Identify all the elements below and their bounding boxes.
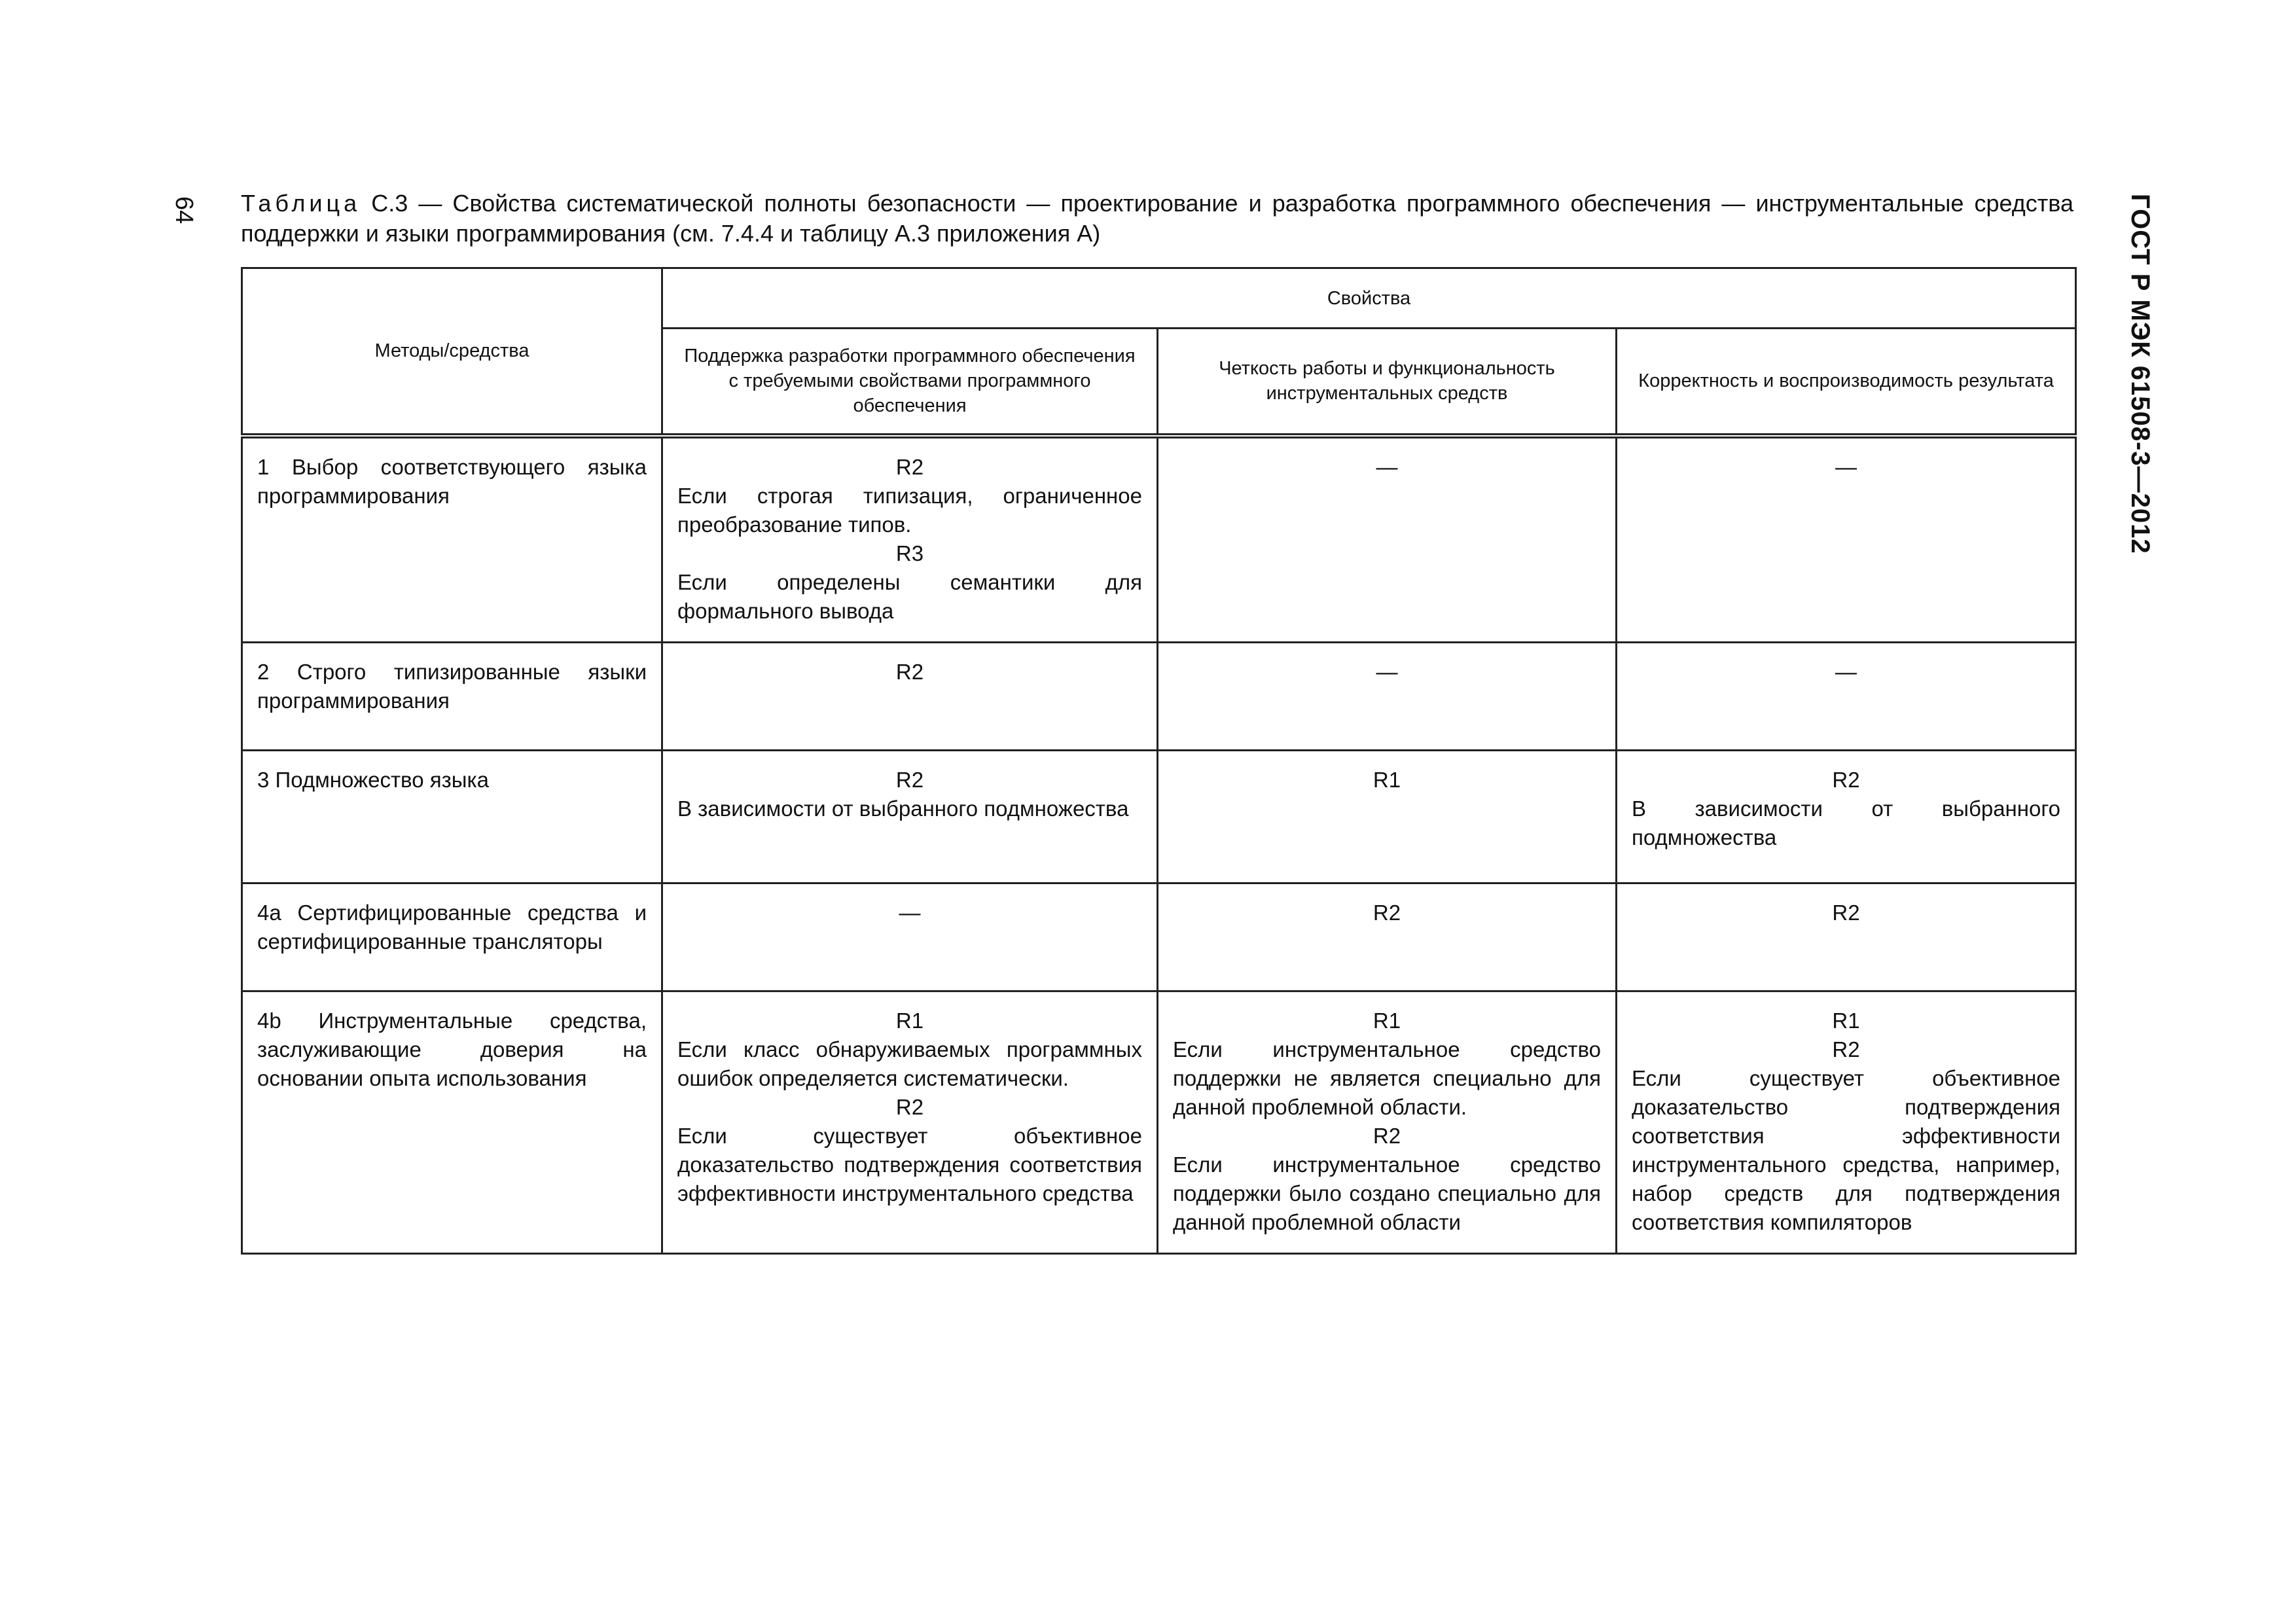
- requirement-condition: В зависимости от выбранного подмножества: [677, 796, 1129, 821]
- requirement-code: R1: [1372, 767, 1401, 792]
- requirement-condition: В зависимости от выбранного подмножества: [1632, 796, 2061, 849]
- requirement-condition: Если определены семантики для формального вывода: [677, 569, 1142, 623]
- property-cell: [1617, 436, 2076, 643]
- property-cell: [1158, 991, 1617, 1253]
- method-cell: 1 Выбор соответствующего языка программирования: [242, 436, 662, 643]
- not-applicable-dash: —: [1376, 659, 1398, 684]
- requirement-condition: Если строгая типизация, ограниченное преобразование типов.: [677, 483, 1142, 537]
- header-methods: Методы/средства: [242, 268, 662, 436]
- requirement-code: R3: [895, 541, 924, 565]
- property-cell: [1158, 642, 1617, 750]
- requirement-code: R1: [1832, 1008, 1860, 1033]
- requirement-code: R1: [895, 1008, 924, 1033]
- property-cell: [1158, 750, 1617, 883]
- property-cell: [1617, 883, 2076, 991]
- table-caption-text: С.3 — Свойства систематической полноты безопасности — проектирование и разработка программного обеспечения — инструментальные средства поддержки и языки программирования (см. 7.4.4 и таблицу А.3 приложения А): [241, 190, 2073, 247]
- property-cell: [1617, 991, 2076, 1253]
- requirement-code: R2: [895, 659, 924, 684]
- requirement-code: R2: [1832, 767, 1860, 792]
- table-row: [242, 750, 2076, 883]
- requirement-condition: Если класс обнаруживаемых программных ошибок определяется систематически.: [677, 1037, 1142, 1090]
- header-col-a: Поддержка разработки программного обеспечения с требуемыми свойствами программного обеспечения: [662, 329, 1158, 436]
- table-row: [242, 436, 2076, 643]
- property-cell: [662, 642, 1158, 750]
- document-standard-header: ГОСТ Р МЭК 61508-3—2012: [2126, 194, 2155, 554]
- requirement-code: R1: [1372, 1008, 1401, 1033]
- table-row: [242, 642, 2076, 750]
- requirement-code: R2: [895, 767, 924, 792]
- property-cell: [662, 991, 1158, 1253]
- requirement-condition: Если существует объективное доказательство подтверждения соответствия эффективности инструментального средства: [677, 1123, 1142, 1205]
- table-row: [242, 883, 2076, 991]
- requirement-condition: Если инструментальное средство поддержки не является специально для данной проблемной области.: [1173, 1037, 1601, 1119]
- header-col-b: Четкость работы и функциональность инструментальных средств: [1158, 329, 1617, 436]
- requirement-condition: Если существует объективное доказательство подтверждения соответствия эффективности инструментального средства, например, набор средств для подтверждения соответствия компиляторов: [1632, 1065, 2061, 1234]
- method-cell: 3 Подмножество языка: [242, 750, 662, 883]
- not-applicable-dash: —: [899, 900, 921, 925]
- properties-table: [241, 267, 2077, 1255]
- requirement-condition: Если инструментальное средство поддержки было создано специально для данной проблемной области: [1173, 1152, 1601, 1234]
- requirement-code: R2: [1372, 1123, 1401, 1148]
- property-cell: [1617, 750, 2076, 883]
- requirement-code: R2: [1832, 900, 1860, 925]
- property-cell: [662, 436, 1158, 643]
- table-caption: [241, 188, 2073, 249]
- property-cell: [1158, 436, 1617, 643]
- requirement-code: R2: [895, 1094, 924, 1119]
- not-applicable-dash: —: [1835, 454, 1857, 479]
- property-cell: [662, 750, 1158, 883]
- method-cell: 2 Строго типизированные языки программирования: [242, 642, 662, 750]
- method-cell: 4b Инструментальные средства, заслуживающие доверия на основании опыта использования: [242, 991, 662, 1253]
- table-row: [242, 991, 2076, 1253]
- property-cell: [1158, 883, 1617, 991]
- requirement-code: R2: [895, 454, 924, 479]
- requirement-code: R2: [1372, 900, 1401, 925]
- property-cell: [662, 883, 1158, 991]
- header-properties: Свойства: [662, 268, 2076, 329]
- requirement-code: R2: [1832, 1037, 1860, 1061]
- table-caption-label: Таблица: [241, 190, 361, 217]
- not-applicable-dash: —: [1376, 454, 1398, 479]
- not-applicable-dash: —: [1835, 659, 1857, 684]
- header-col-c: Корректность и воспроизводимость результата: [1617, 329, 2076, 436]
- page-number: 64: [170, 196, 198, 224]
- method-cell: 4а Сертифицированные средства и сертифицированные трансляторы: [242, 883, 662, 991]
- property-cell: [1617, 642, 2076, 750]
